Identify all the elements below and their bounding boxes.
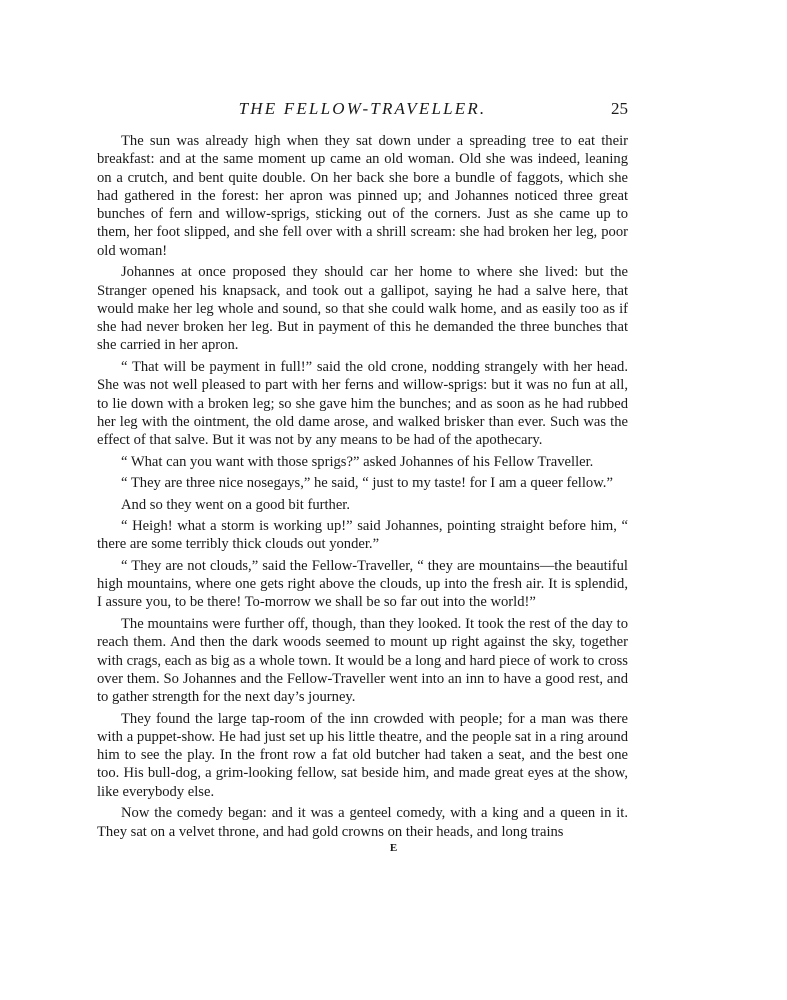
paragraph: “ They are not clouds,” said the Fellow-Traveller, “ they are mountains—the beautiful high mountains, where one gets right above the clouds, up into the fresh air. It is splendid, I assure you, to be there! To-morrow we shall be so far out into the world!”: [97, 557, 628, 611]
paragraph: Johannes at once proposed they should car her home to where she lived: but the Stranger opened his knapsack, and took out a gallipot, saying he had a salve here, that would make her leg whole and sound, so that she could walk home, and as easily too as if she had never broken her leg. But in payment of this he demanded the three bunches that she carried in her apron.: [97, 264, 628, 354]
paragraph: The mountains were further off, though, than they looked. It took the rest of the day to reach them. And then the dark woods seemed to mount up right against the sky, together with crags, each as big as a whole town. It would be a long and hard piece of work to cross over them. So Johannes and the Fellow-Traveller went into an inn to have a good rest, and to gather strength for the next day’s journey.: [97, 615, 628, 706]
signature-mark: E: [389, 842, 398, 854]
running-title: THE FELLOW-TRAVELLER.: [238, 99, 487, 118]
paragraph: “ That will be payment in full!” said the old crone, nodding strangely with her head. She was not well pleased to part with her ferns and willow-sprigs: but it was no fun at all, to lie down with a broken leg; so she gave him the bunches; and as soon as he had rubbed her leg with the ointment, the old dame arose, and walked brisker than ever. Such was the effect of that salve. But it was not by any means to be had of the apothecary.: [97, 358, 628, 449]
paragraph: They found the large tap-room of the inn crowded with people; for a man was there with a puppet-show. He had just set up his little theatre, and the people sat in a ring around him to see the play. In the front row a fat old butcher had taken a seat, and the best one too. His bull-dog, a grim-looking fellow, sat beside him, and made great eyes at the show, like everybody else.: [97, 710, 628, 800]
paragraph: And so they went on a good bit further.: [121, 496, 351, 513]
paragraph: The sun was already high when they sat down under a spreading tree to eat their breakfast: and at the same moment up came an old woman. Old she was indeed, leaning on a crutch, and bent quite double. On her back she bore a bundle of faggots, which she had gathered in the forest: her apron was pinned up; and Johannes noticed three great bunches of fern and willow-sprigs, sticking out of the corners. Just as she came up to them, her foot slipped, and she fell over with a shrill scream: she had broken her leg, poor old woman!: [97, 133, 628, 259]
page-number: 25: [611, 99, 628, 118]
paragraph: “ They are three nice nosegays,” he said, “ just to my taste! for I am a queer fellow.”: [121, 475, 613, 492]
paragraph: “ What can you want with those sprigs?” asked Johannes of his Fellow Traveller.: [121, 453, 594, 470]
paragraph: Now the comedy began: and it was a genteel comedy, with a king and a queen in it. They sat on a velvet throne, and had gold crowns on their heads, and long trains: [97, 805, 628, 840]
body-text: [97, 132, 628, 844]
paragraph: “ Heigh! what a storm is working up!” said Johannes, pointing straight before him, “ there are some terribly thick clouds out yonder.”: [97, 518, 628, 553]
running-head: [97, 99, 628, 123]
